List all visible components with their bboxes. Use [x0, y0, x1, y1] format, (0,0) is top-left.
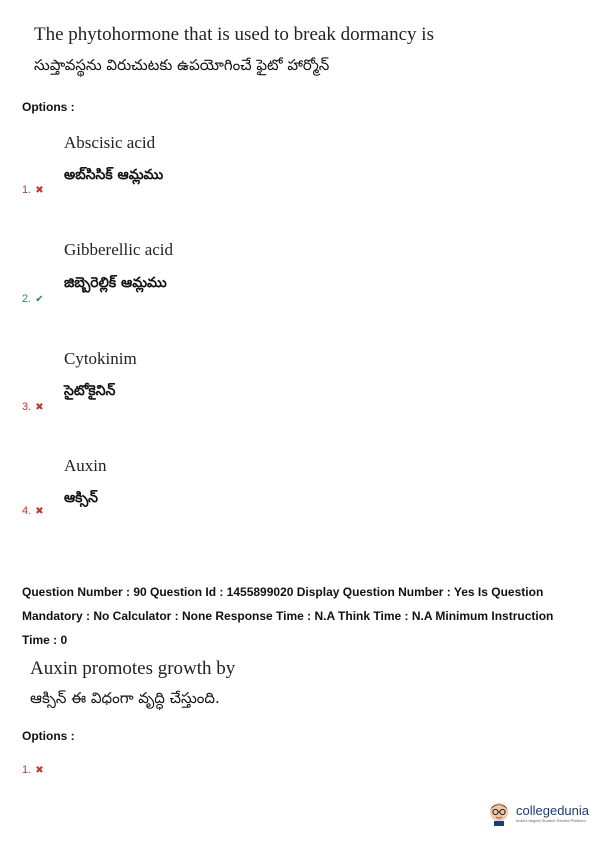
option-3-text-te: సైటోకైనిన్ [64, 383, 116, 399]
collegedunia-logo [488, 800, 589, 826]
option-2-number [22, 293, 44, 305]
option-number-label: 1. [22, 764, 32, 776]
options-label: Options : [22, 729, 75, 743]
logo-subtitle: India's largest Student Review Platform [516, 818, 586, 823]
option-number-label: 1. [22, 184, 32, 196]
option-number-label: 2. [22, 293, 32, 305]
option-3-text-en: Cytokinim [64, 349, 137, 368]
question-text-en: Auxin promotes growth by [30, 658, 236, 679]
question-text-en: The phytohormone that is used to break dormancy is [34, 24, 434, 45]
option-3-number [22, 401, 44, 413]
option-4-text-en: Auxin [64, 456, 107, 475]
question-meta: Question Number : 90 Question Id : 1455899020 Display Question Number : Yes Is Question Mandatory : No Calculator : None Response Time : N.A Think Time : N.A Minimum Instruction Time : 0 [22, 585, 554, 647]
option-2-text-te: జిబ్బెరెల్లిక్ ఆమ్లము [64, 275, 167, 291]
option-number-label: 3. [22, 401, 32, 413]
question-text-te: ఆక్సిన్ ఈ విధంగా వృద్ధి చేస్తుంది. [30, 689, 220, 707]
cross-icon: ✖ [35, 184, 44, 196]
option-1-number [22, 184, 44, 196]
option-1-text-te: అబ్‌సిసిక్ ఆమ్లము [64, 167, 164, 183]
option-4-text-te: ఆక్సిన్ [64, 490, 98, 506]
cross-icon: ✖ [35, 764, 44, 776]
option-2-text-en: Gibberellic acid [64, 240, 174, 259]
logo-title: collegedunia [516, 803, 590, 818]
cross-icon: ✖ [35, 401, 44, 413]
option-number-label: 4. [22, 505, 32, 517]
cross-icon: ✖ [35, 505, 44, 517]
option-4-number [22, 505, 44, 517]
question-text-te: సుప్తావస్థను విరుచుటకు ఉపయోగించే ఫైటో హార్మోన్ [34, 56, 330, 74]
options-label: Options : [22, 100, 75, 114]
check-icon: ✔ [35, 293, 44, 305]
option-1-text-en: Abscisic acid [64, 133, 156, 152]
mascot-icon [488, 800, 510, 826]
option-1-number [22, 764, 44, 776]
